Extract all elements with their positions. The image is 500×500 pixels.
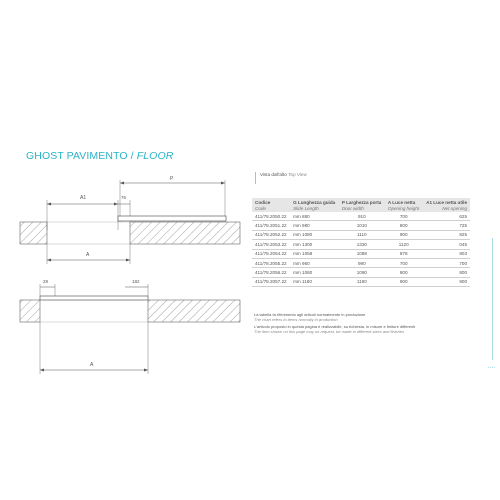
dim-28-label: 28: [43, 279, 49, 284]
dim-a-label-2: A: [90, 362, 94, 368]
dim-76-label: 76: [121, 195, 127, 200]
note-1-it: La tabella fa riferimento agli articoli normalmente in produzione: [254, 312, 366, 317]
spec-table: [252, 198, 470, 287]
dim-182-label: 182: [132, 279, 140, 284]
table-notes: [254, 312, 484, 334]
header-net-opening: A1 Luce netta utile Net opening: [423, 198, 470, 212]
dim-a-label-1: A: [86, 252, 90, 258]
dim-p-label: P: [170, 176, 174, 182]
view-note: Vista dall'alto Top View: [260, 172, 307, 177]
header-slide-length: G Lunghezza guida Slide Length: [290, 198, 339, 212]
table-row: 411/78.2054.22 mm 1058 1088 878 803: [252, 249, 470, 258]
note-1-en: The chart refers to items normally in production: [254, 317, 338, 322]
table-row: 411/78.2055.22 mm 960 990 700 700: [252, 258, 470, 267]
note-2-it: L'articolo proposto in questa pagina è realizzabile, su richiesta, in misure e finiture differenti: [254, 324, 416, 329]
table-row: 411/78.2056.22 mm 1060 1090 800 800: [252, 268, 470, 277]
table-row: 411/78.2052.22 mm 1080 1110 900 825: [252, 230, 470, 239]
sidebar-accent-line: [492, 238, 493, 360]
sidebar-dots: • • • •: [488, 365, 495, 369]
header-opening-height: A Luce netta Opening height: [385, 198, 423, 212]
drawing-top-view-1: [20, 176, 240, 264]
table-row: 411/78.2057.22 mm 1160 1190 900 900: [252, 277, 470, 286]
table-row: 411/78.2050.22 mm 880 910 700 625: [252, 212, 470, 221]
header-door-width: P Larghezza porta Door width: [339, 198, 385, 212]
header-code: Codice Code: [252, 198, 290, 212]
drawing-top-view-2: [20, 279, 240, 374]
table-row: 411/78.2051.22 mm 980 1010 800 725: [252, 221, 470, 230]
view-note-divider: [255, 172, 259, 184]
spec-table-header: [252, 198, 470, 212]
table-row: 411/78.2053.22 mm 1300 1330 1120 045: [252, 240, 470, 249]
dim-a1-label: A1: [80, 195, 87, 201]
note-2-en: The item shown on this page may on request, be made in different sizes and finishes: [254, 329, 405, 334]
page-title: GHOST PAVIMENTO / FLOOR: [26, 150, 174, 162]
